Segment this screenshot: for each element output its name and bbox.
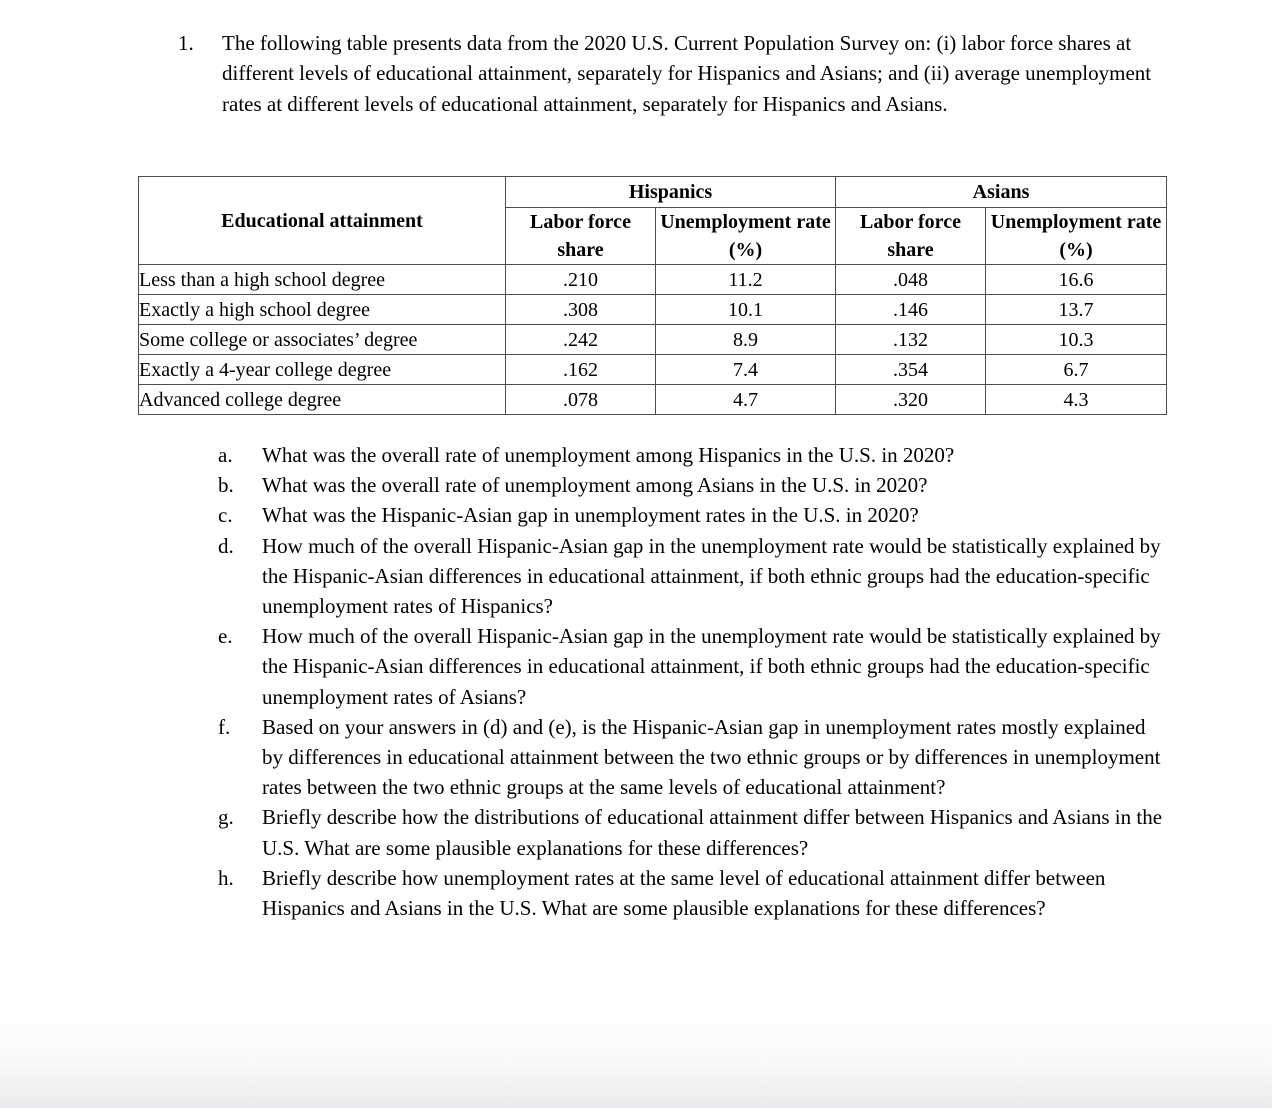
- table-row: [139, 385, 1167, 415]
- cell-asian-unemployment: 16.6: [986, 265, 1167, 295]
- cell-asian-unemployment: 13.7: [986, 295, 1167, 325]
- cell-asian-share: .146: [836, 295, 986, 325]
- table-body: [139, 265, 1167, 415]
- cell-hispanic-unemployment: 7.4: [656, 355, 836, 385]
- subquestion-marker: g.: [218, 805, 234, 830]
- subquestion-marker: b.: [218, 473, 234, 498]
- table-group-header-row: [139, 177, 1167, 208]
- subquestion-marker: h.: [218, 865, 234, 890]
- problem-row: [178, 28, 1173, 119]
- subquestion-h: [218, 863, 1170, 923]
- page-bottom-fade: [0, 1008, 1272, 1108]
- cell-hispanic-unemployment: 4.7: [656, 385, 836, 415]
- header-asian-labor-force-share: Labor force share: [836, 208, 986, 265]
- subquestion-f: [218, 712, 1170, 803]
- cell-attainment: Some college or associates’ degree: [139, 325, 506, 355]
- header-asian-unemployment-rate: Unemployment rate (%): [986, 208, 1167, 265]
- cell-attainment: Exactly a high school degree: [139, 295, 506, 325]
- cell-asian-unemployment: 4.3: [986, 385, 1167, 415]
- cell-hispanic-share: .308: [506, 295, 656, 325]
- cell-hispanic-unemployment: 8.9: [656, 325, 836, 355]
- header-group-hispanics: Hispanics: [506, 177, 836, 208]
- subquestion-d: [218, 531, 1170, 622]
- subquestion-list: [218, 440, 1170, 923]
- subquestion-text: What was the overall rate of unemployment among Hispanics in the U.S. in 2020?: [262, 443, 955, 467]
- cell-asian-unemployment: 6.7: [986, 355, 1167, 385]
- data-table-container: [138, 176, 1166, 415]
- table-row: [139, 355, 1167, 385]
- cell-attainment: Exactly a 4-year college degree: [139, 355, 506, 385]
- subquestion-text: Briefly describe how the distributions of educational attainment differ between Hispanics and Asians in the U.S. What are some plausible explanations for these differences?: [262, 805, 1163, 860]
- header-hispanic-unemployment-rate: Unemployment rate (%): [656, 208, 836, 265]
- subquestion-text: Briefly describe how unemployment rates at the same level of educational attainment differ between Hispanics and Asians in the U.S. What are some plausible explanations for these differences?: [262, 865, 1106, 921]
- cell-asian-share: .354: [836, 355, 986, 385]
- subquestion-a: [218, 440, 1170, 470]
- subquestion-text: What was the Hispanic-Asian gap in unemployment rates in the U.S. in 2020?: [262, 503, 919, 528]
- subquestion-b: [218, 470, 1170, 500]
- header-hispanic-labor-force-share: Labor force share: [506, 208, 656, 265]
- cell-hispanic-unemployment: 10.1: [656, 295, 836, 325]
- subquestion-marker: a.: [218, 443, 233, 467]
- header-group-asians: Asians: [836, 177, 1167, 208]
- table-row: [139, 325, 1167, 355]
- subquestion-e: [218, 621, 1170, 712]
- subquestion-marker: e.: [218, 624, 233, 649]
- table-row: [139, 265, 1167, 295]
- subquestion-g: [218, 802, 1170, 862]
- cell-hispanic-unemployment: 11.2: [656, 265, 836, 295]
- cell-hispanic-share: .162: [506, 355, 656, 385]
- subquestion-c: [218, 500, 1170, 530]
- header-educational-attainment: Educational attainment: [139, 177, 506, 265]
- cell-asian-share: .048: [836, 265, 986, 295]
- table-row: [139, 295, 1167, 325]
- cps-data-table: [138, 176, 1167, 415]
- subquestion-marker: d.: [218, 533, 234, 558]
- problem-stem-text: The following table presents data from the 2020 U.S. Current Population Survey on: (i) labor force shares at different levels of educational attainment, separately for Hispanics and Asians; and (ii) average unemployment rates at different levels of educational attainment, separately for Hispanics and Asians.: [222, 31, 1152, 116]
- subquestion-text: How much of the overall Hispanic-Asian gap in the unemployment rate would be statistically explained by the Hispanic-Asian differences in educational attainment, if both ethnic groups had the education-specific unemployment rates of Hispanics?: [262, 533, 1161, 619]
- subquestion-text: What was the overall rate of unemployment among Asians in the U.S. in 2020?: [262, 473, 928, 498]
- cell-hispanic-share: .210: [506, 265, 656, 295]
- cell-hispanic-share: .242: [506, 325, 656, 355]
- cell-asian-share: .132: [836, 325, 986, 355]
- cell-attainment: Advanced college degree: [139, 385, 506, 415]
- problem-statement: [178, 28, 1173, 119]
- cell-asian-share: .320: [836, 385, 986, 415]
- subquestion-text: Based on your answers in (d) and (e), is the Hispanic-Asian gap in unemployment rates mostly explained by differences in educational attainment between the two ethnic groups or by differences in unemployment rates between the two ethnic groups at the same levels of educational attainment?: [262, 714, 1161, 800]
- cell-asian-unemployment: 10.3: [986, 325, 1167, 355]
- problem-number: 1.: [178, 31, 194, 55]
- subquestion-text: How much of the overall Hispanic-Asian gap in the unemployment rate would be statistically explained by the Hispanic-Asian differences in educational attainment, if both ethnic groups had the education-specific unemployment rates of Asians?: [262, 624, 1161, 709]
- cell-hispanic-share: .078: [506, 385, 656, 415]
- subquestion-marker: f.: [218, 714, 231, 739]
- cell-attainment: Less than a high school degree: [139, 265, 506, 295]
- table-head: [139, 177, 1167, 265]
- subquestion-marker: c.: [218, 503, 233, 528]
